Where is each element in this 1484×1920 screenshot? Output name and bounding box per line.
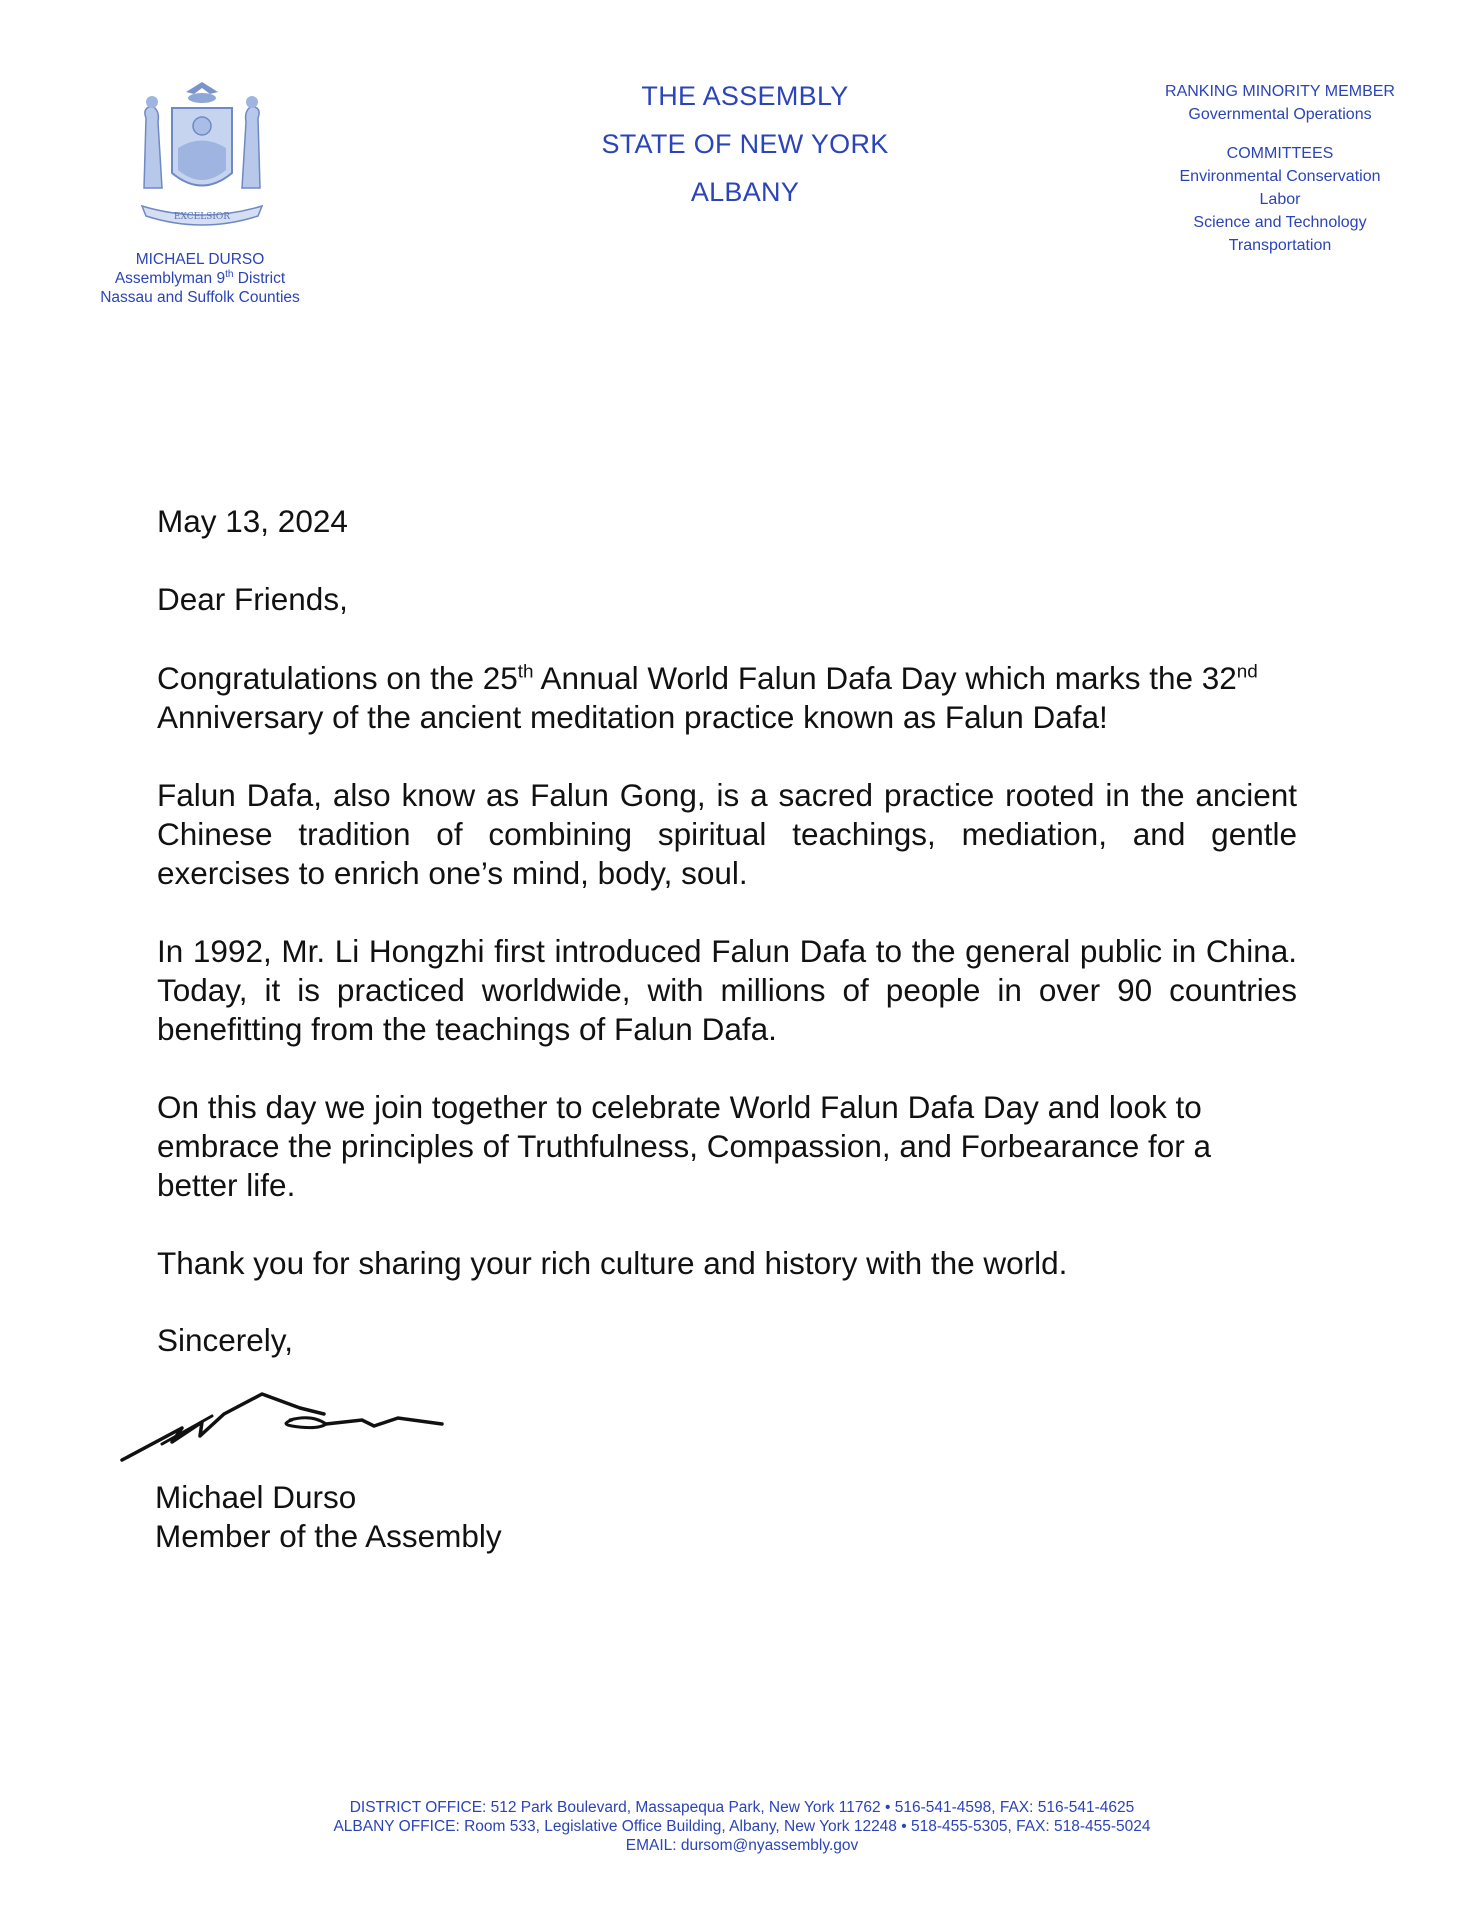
letter-date: May 13, 2024: [157, 503, 348, 539]
paragraph-1: Congratulations on the 25th Annual World Falun Dafa Day which marks the 32nd Anniversary of the ancient meditation practice known as Falun Dafa!: [157, 660, 1258, 735]
closing: Sincerely,: [157, 1322, 293, 1358]
footer-email[interactable]: EMAIL: dursom@nyassembly.gov: [625, 1837, 859, 1854]
paragraph-5: Thank you for sharing your rich culture and history with the world.: [157, 1245, 1068, 1281]
committee-item: Transportation: [1228, 237, 1332, 254]
footer-contact: [150, 1798, 1334, 1855]
institution-line-2: STATE OF NEW YORK: [601, 129, 889, 159]
seal-motto: EXCELSIOR: [173, 212, 231, 222]
footer-district-office: DISTRICT OFFICE: 512 Park Boulevard, Massapequa Park, New York 11762 • 516-541-4598, FAX: 516-541-4625: [349, 1799, 1135, 1816]
committee-item: Science and Technology: [1193, 214, 1367, 231]
footer-albany-office: ALBANY OFFICE: Room 533, Legislative Office Building, Albany, New York 12248 • 518-455-5305, FAX: 518-455-5024: [333, 1818, 1151, 1835]
signer-title: Member of the Assembly: [155, 1518, 502, 1554]
ranking-committee: Governmental Operations: [1188, 106, 1372, 123]
member-counties: Nassau and Suffolk Counties: [100, 289, 300, 306]
member-info: [80, 250, 320, 307]
signer-block: [155, 1478, 502, 1556]
committee-item: Environmental Conservation: [1179, 168, 1381, 185]
member-name: MICHAEL DURSO: [135, 251, 265, 268]
committee-item: Labor: [1259, 191, 1301, 208]
salutation: Dear Friends,: [157, 581, 348, 617]
institution-line-3: ALBANY: [690, 177, 800, 207]
paragraph-2: Falun Dafa, also know as Falun Gong, is a sacred practice rooted in the ancient Chinese tradition of combining spiritual teachings, mediation, and gentle exercises to enrich one’s mind, body, soul.: [157, 777, 1297, 891]
institution-header: [520, 72, 970, 216]
signer-name: Michael Durso: [155, 1479, 357, 1515]
paragraph-4: On this day we join together to celebrate World Falun Dafa Day and look to embrace the principles of Truthfulness, Compassion, and Forbearance for a better life.: [157, 1089, 1212, 1203]
committee-roles: [1130, 80, 1430, 257]
ranking-role: RANKING MINORITY MEMBER: [1165, 83, 1395, 100]
member-title: Assemblyman 9th District: [114, 268, 286, 287]
new-york-state-seal: [122, 78, 282, 238]
paragraph-3: In 1992, Mr. Li Hongzhi first introduced Falun Dafa to the general public in China. Today, it is practiced worldwide, with millions of people in over 90 countries benefitting from the teachings of Falun Dafa.: [157, 933, 1297, 1047]
institution-line-1: THE ASSEMBLY: [641, 81, 849, 111]
handwritten-signature: [112, 1378, 452, 1478]
committees-label: COMMITTEES: [1226, 145, 1334, 162]
